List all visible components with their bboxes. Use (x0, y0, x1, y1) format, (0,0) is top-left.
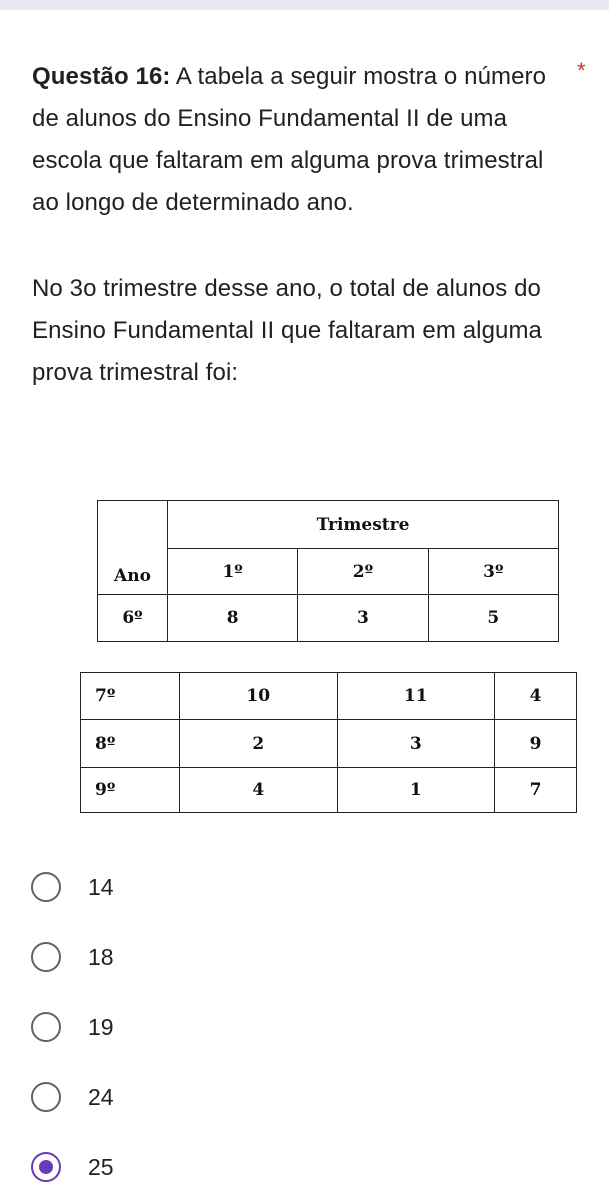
required-asterisk: * (577, 58, 586, 83)
table-cell: 2 (180, 720, 338, 768)
option-label: 18 (88, 943, 114, 970)
table-cell: 5 (428, 595, 558, 642)
radio-dot (39, 1160, 53, 1174)
question-prompt: No 3o trimestre desse ano, o total de alunos do Ensino Fundamental II que faltaram em alguma prova trimestral foi: (32, 275, 543, 386)
option-18[interactable] (31, 922, 114, 992)
table-cell: 10 (180, 673, 338, 720)
table-cell: 4 (495, 673, 577, 720)
radio-button[interactable] (31, 1012, 61, 1042)
option-label: 19 (88, 1013, 114, 1040)
table-cell: 11 (337, 673, 495, 720)
answer-options (31, 852, 114, 1202)
absence-table-bottom (80, 672, 577, 813)
option-25[interactable] (31, 1132, 114, 1202)
option-label: 14 (88, 873, 114, 900)
table-cell: 9 (495, 720, 577, 768)
row-ano: 6º (98, 595, 168, 642)
option-14[interactable] (31, 852, 114, 922)
question-title: Questão 16: (32, 63, 171, 90)
ano-header: Ano (98, 501, 168, 595)
table-cell: 3 (298, 595, 428, 642)
option-label: 24 (88, 1083, 114, 1110)
table-cell: 3 (337, 720, 495, 768)
top-bar (0, 0, 609, 10)
option-19[interactable] (31, 992, 114, 1062)
question-text (32, 56, 572, 394)
radio-button[interactable] (31, 872, 61, 902)
row-ano: 7º (81, 673, 180, 720)
table-cell: 1 (337, 768, 495, 813)
table-cell: 4 (180, 768, 338, 813)
col-header: 3º (428, 549, 558, 595)
col-header: 2º (298, 549, 428, 595)
absence-table-top (97, 500, 559, 642)
table-cell: 8 (168, 595, 298, 642)
row-ano: 8º (81, 720, 180, 768)
row-ano: 9º (81, 768, 180, 813)
trimestre-header: Trimestre (168, 501, 559, 549)
radio-button[interactable] (31, 1082, 61, 1112)
col-header: 1º (168, 549, 298, 595)
table-cell: 7 (495, 768, 577, 813)
option-label: 25 (88, 1153, 114, 1180)
radio-button[interactable] (31, 942, 61, 972)
radio-button-selected[interactable] (31, 1152, 61, 1182)
option-24[interactable] (31, 1062, 114, 1132)
question-body: A tabela a seguir mostra o número de alunos do Ensino Fundamental II de uma escola que faltaram em alguma prova trimestral ao longo de determinado ano. (32, 63, 547, 216)
